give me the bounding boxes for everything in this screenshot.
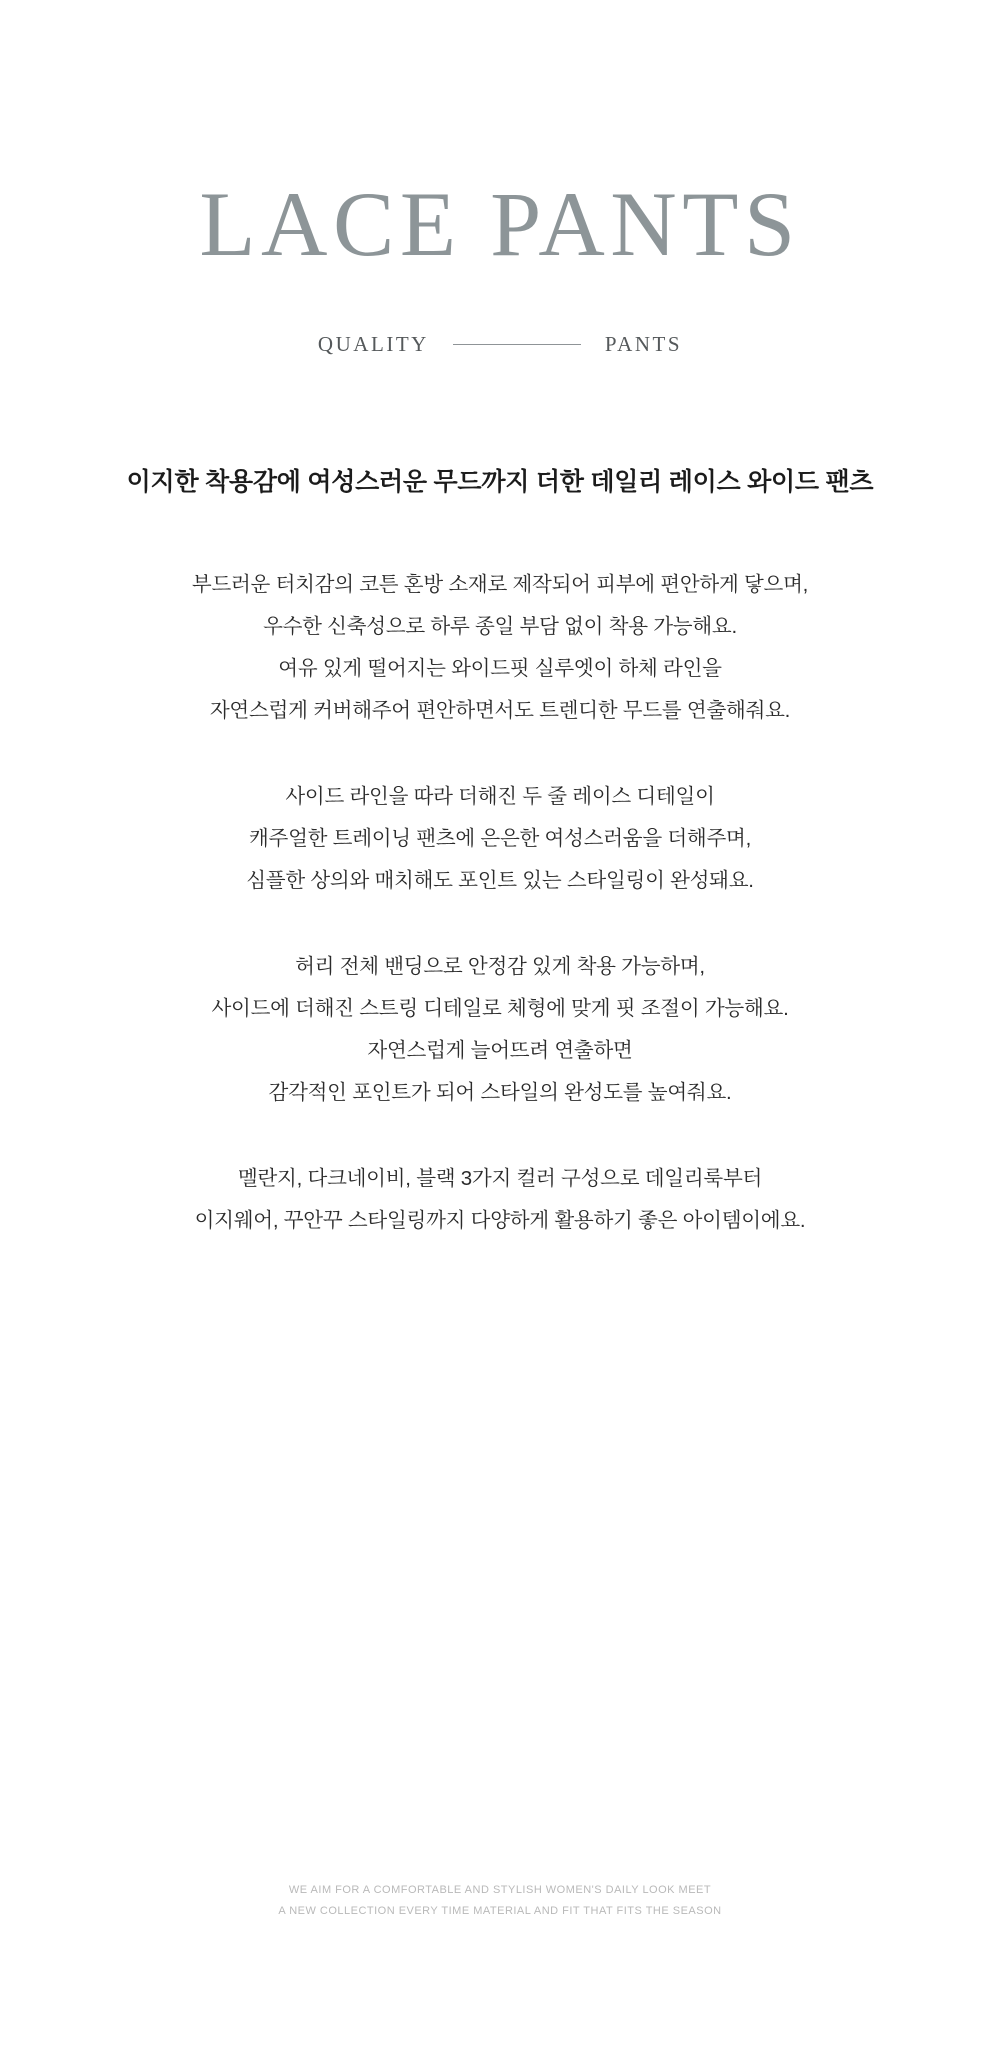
page-title: LACE PANTS [199,173,801,275]
paragraph-line: 여유 있게 떨어지는 와이드핏 실루엣이 하체 라인을 [278,656,722,680]
paragraph [0,776,1000,902]
paragraph [0,946,1000,1114]
subtitle-left-word: QUALITY [317,332,429,356]
paragraph-line: 자연스럽게 늘어뜨려 연출하면 [367,1038,633,1062]
paragraph-line: 사이드 라인을 따라 더해진 두 줄 레이스 디테일이 [285,784,715,808]
headline-line-2: 데일리 레이스 와이드 팬츠 [590,468,874,496]
footer-line-1: WE AIM FOR A COMFORTABLE AND STYLISH WOMEN'S DAILY LOOK MEET [288,1884,712,1896]
footer-line-2: A NEW COLLECTION EVERY TIME MATERIAL AND FIT THAT FITS THE SEASON [278,1905,722,1918]
footer-tagline [0,1880,1000,1923]
headline [0,463,1000,502]
subtitle-divider [0,332,1000,357]
paragraph-line: 감각적인 포인트가 되어 스타일의 완성도를 높여줘요. [268,1080,732,1104]
paragraph-line: 우수한 신축성으로 하루 종일 부담 없이 착용 가능해요. [263,614,737,638]
paragraph-line: 부드러운 터치감의 코튼 혼방 소재로 제작되어 피부에 편안하게 닿으며, [191,572,809,596]
divider-rule [453,344,581,345]
paragraph-line: 사이드에 더해진 스트링 디테일로 체형에 맞게 핏 조절이 가능해요. [211,996,789,1020]
paragraph-line: 멜란지, 다크네이비, 블랙 3가지 컬러 구성으로 데일리룩부터 [237,1166,763,1190]
description-body [0,564,1000,1242]
headline-line-1: 이지한 착용감에 여성스러운 무드까지 더한 [126,468,584,496]
subtitle-right-word: PANTS [604,332,683,356]
paragraph-line: 심플한 상의와 매치해도 포인트 있는 스타일링이 완성돼요. [246,868,754,892]
paragraph-line: 자연스럽게 커버해주어 편안하면서도 트렌디한 무드를 연출해줘요. [209,698,791,722]
paragraph [0,564,1000,732]
hero-section [0,0,1000,357]
paragraph-line: 캐주얼한 트레이닝 팬츠에 은은한 여성스러움을 더해주며, [248,826,752,850]
paragraph-line: 이지웨어, 꾸안꾸 스타일링까지 다양하게 활용하기 좋은 아이템이에요. [194,1208,806,1232]
paragraph [0,1158,1000,1242]
paragraph-line: 허리 전체 밴딩으로 안정감 있게 착용 가능하며, [295,954,705,978]
